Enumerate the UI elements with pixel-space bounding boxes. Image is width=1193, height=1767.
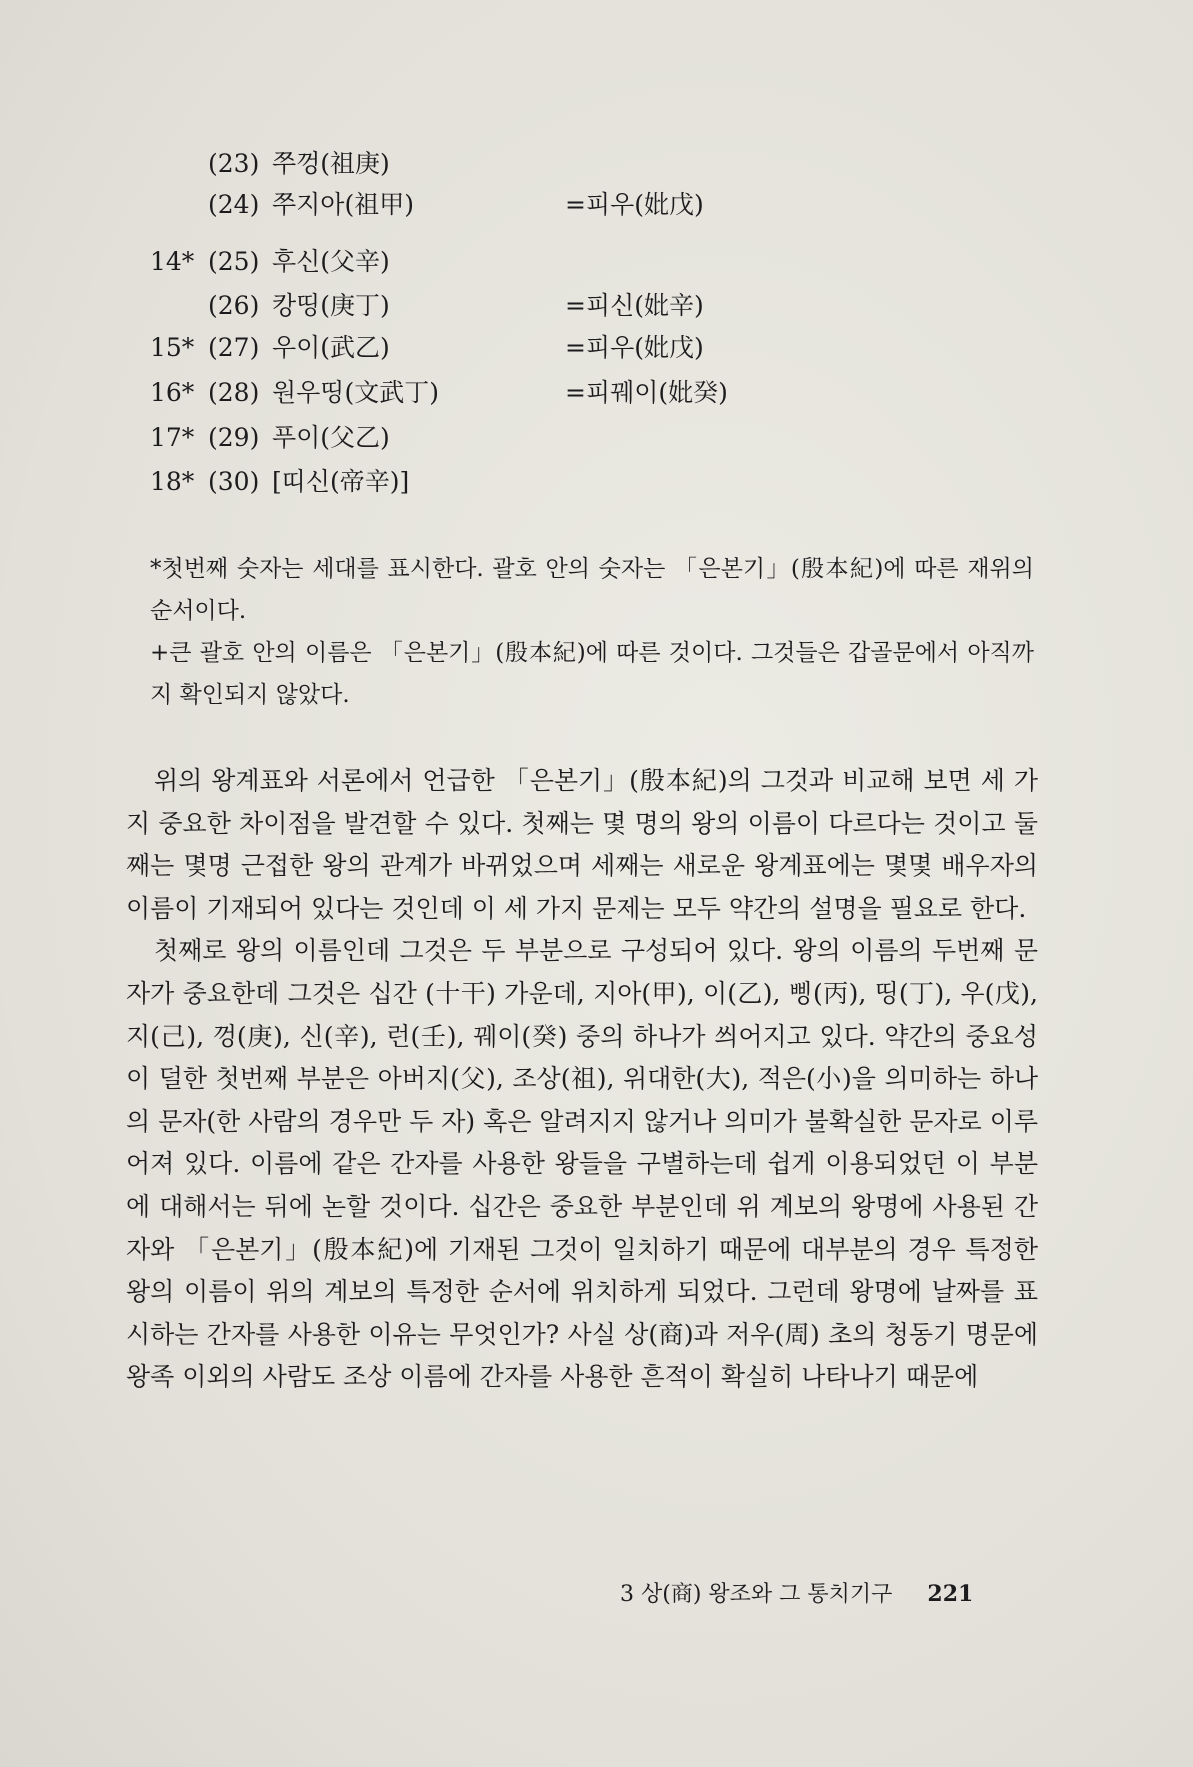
spouse-name: =피신(妣辛)	[565, 291, 704, 320]
king-name: 후신(父辛)	[272, 247, 390, 276]
paragraph: 위의 왕계표와 서론에서 언급한 「은본기」(殷本紀)의 그것과 비교해 보면 세 가지 중요한 차이점을 발견할 수 있다. 첫째는 몇 명의 왕의 이름이 다르다는 것이고 둘째는 몇명 근접한 왕의 관계가 바뀌었으며 세째는 새로운 왕계표에는 몇몇 배우자의 이름이 기재되어 있다는 것인데 이 세 가지 문제는 모두 약간의 설명을 필요로 한다.	[126, 766, 1038, 923]
body-text	[126, 760, 1038, 1399]
genealogy-row	[0, 462, 1193, 502]
reign-order: (26)	[208, 291, 260, 320]
king-name: 캉띵(庚丁)	[272, 291, 390, 320]
footnote: *첫번째 숫자는 세대를 표시한다. 괄호 안의 숫자는 「은본기」(殷本紀)에 따른 재위의 순서이다.	[150, 556, 1034, 624]
spouse-name: =피우(妣戊)	[565, 190, 704, 219]
genealogy-row	[0, 242, 1193, 282]
reign-order: (23)	[208, 149, 260, 178]
king-name: 원우띵(文武丁)	[272, 378, 439, 407]
generation-number: 18*	[150, 467, 195, 496]
table-footnotes	[150, 548, 1034, 716]
paragraph: 첫째로 왕의 이름인데 그것은 두 부분으로 구성되어 있다. 왕의 이름의 두번째 문자가 중요한데 그것은 십간 (十干) 가운데, 지아(甲), 이(乙), 삥(丙), 띵(丁), 우(戊), 지(己), 껑(庚), 신(辛), 런(壬), 꿰이(癸) 중의 하나가 씌어지고 있다. 약간의 중요성이 덜한 첫번째 부분은 아버지(父), 조상(祖), 위대한(大), 적은(小)을 의미하는 하나의 문자(한 사람의 경우만 두 자) 혹은 알려지지 않거나 의미가 불확실한 문자로 이루어져 있다. 이름에 같은 간자를 사용한 왕들을 구별하는데 쉽게 이용되었던 이 부분에 대해서는 뒤에 논할 것이다. 십간은 중요한 부분인데 위 계보의 왕명에 사용된 간자와 「은본기」(殷本紀)에 기재된 그것이 일치하기 때문에 대부분의 경우 특정한 왕의 이름이 위의 계보의 특정한 순서에 위치하게 되었다. 그런데 왕명에 날짜를 표시하는 간자를 사용한 이유는 무엇인가? 사실 상(商)과 저우(周) 초의 청동기 명문에 왕족 이외의 사람도 조상 이름에 간자를 사용한 흔적이 확실히 나타나기 때문에	[126, 936, 1038, 1392]
genealogy-row	[0, 418, 1193, 458]
reign-order: (29)	[208, 423, 260, 452]
chapter-title: 3 상(商) 왕조와 그 통치기구	[620, 1582, 893, 1607]
king-name: [띠신(帝辛)]	[272, 467, 410, 496]
king-name: 쭈껑(祖庚)	[272, 149, 390, 178]
reign-order: (28)	[208, 378, 260, 407]
genealogy-row	[0, 328, 1193, 368]
generation-number: 16*	[150, 378, 195, 407]
generation-number: 14*	[150, 247, 195, 276]
king-name: 푸이(父乙)	[272, 423, 390, 452]
reign-order: (30)	[208, 467, 260, 496]
reign-order: (25)	[208, 247, 260, 276]
king-name: 우이(武乙)	[272, 333, 390, 362]
spouse-name: =피우(妣戊)	[565, 333, 704, 362]
genealogy-row	[0, 286, 1193, 326]
generation-number: 17*	[150, 423, 195, 452]
running-footer	[620, 1577, 973, 1608]
king-name: 쭈지아(祖甲)	[272, 190, 414, 219]
reign-order: (24)	[208, 190, 260, 219]
footnote: +큰 괄호 안의 이름은 「은본기」(殷本紀)에 따른 것이다. 그것들은 갑골문에서 아직까지 확인되지 않았다.	[150, 640, 1034, 708]
page-number: 221	[927, 1581, 974, 1607]
genealogy-row	[0, 144, 1193, 184]
reign-order: (27)	[208, 333, 260, 362]
generation-number: 15*	[150, 333, 195, 362]
genealogy-row	[0, 185, 1193, 225]
genealogy-row	[0, 373, 1193, 413]
spouse-name: =피꿰이(妣癸)	[565, 378, 728, 407]
